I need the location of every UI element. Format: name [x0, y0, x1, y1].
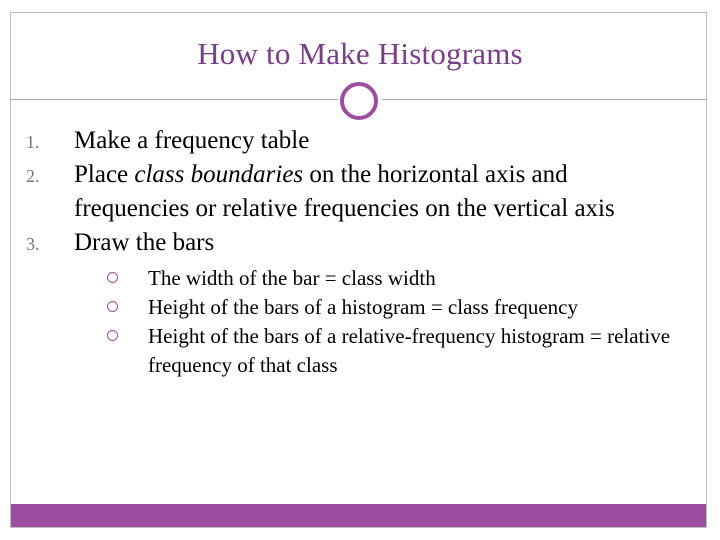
step-text: Draw the bars: [74, 229, 215, 256]
steps-list: [20, 124, 670, 380]
bottom-accent-bar: [11, 504, 706, 527]
sub-bullet-text: Height of the bars of a relative-frequency histogram = relative frequency of that class: [148, 324, 671, 377]
step-number: 1.: [26, 132, 40, 152]
step-text-after: on the horizontal axis and frequencies or relative frequencies on the vertical axis: [74, 161, 615, 222]
sub-bullet-item: [74, 293, 688, 322]
step-text: Make a frequency table: [74, 127, 310, 154]
title-divider-right: [382, 99, 706, 100]
step-item: [20, 158, 670, 226]
step-item: [20, 124, 670, 158]
circle-bullet-icon: [107, 301, 118, 312]
ring-ornament-icon: [340, 82, 378, 120]
sub-bullet-item: [74, 322, 688, 380]
step-text-before: Place: [74, 161, 135, 188]
sub-bullet-item: [74, 264, 688, 293]
sub-bullet-text: The width of the bar = class width: [148, 266, 436, 290]
sub-bullet-list: [74, 264, 670, 380]
circle-bullet-icon: [107, 272, 118, 283]
step-number: 3.: [26, 234, 40, 254]
step-text-italic: class boundaries: [134, 161, 304, 188]
slide-title: How to Make Histograms: [197, 36, 523, 71]
sub-bullet-text: Height of the bars of a histogram = class frequency: [148, 295, 578, 319]
circle-bullet-icon: [107, 330, 118, 341]
step-item: [20, 226, 670, 380]
step-number: 2.: [26, 166, 40, 186]
title-divider-left: [11, 99, 338, 100]
